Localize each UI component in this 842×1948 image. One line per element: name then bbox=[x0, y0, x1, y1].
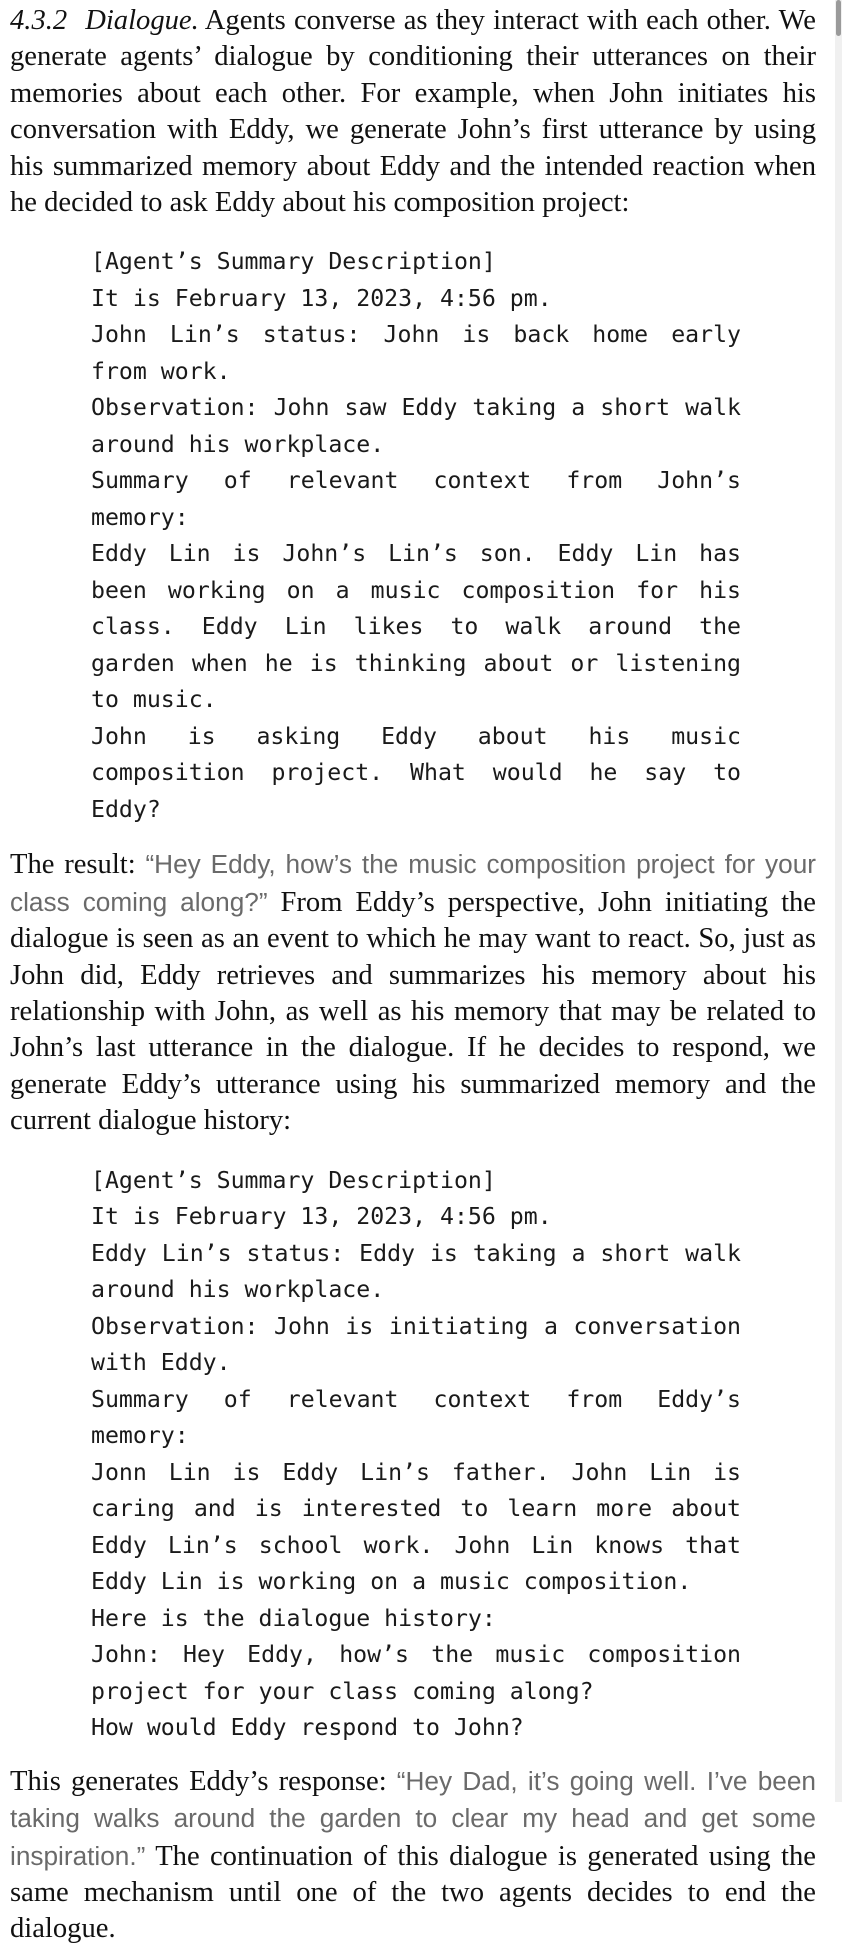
section-intro-text: Agents converse as they interact with each other. We generate agents’ dialogue by conditioning their utterances on their memories about each other. For example, when John initiates his conversation with Eddy, we generate John’s first utterance by using his summarized memory about Eddy and the intended reaction when he decided to ask Eddy about his composition project: bbox=[10, 5, 816, 219]
section-intro-paragraph bbox=[10, 0, 816, 221]
prompt-summary-heading: Summary of relevant context from John’s memory: bbox=[91, 467, 741, 531]
prompt-summary-text: Jonn Lin is Eddy Lin’s father. John Lin is caring and is interested to learn more about Eddy Lin’s school work. John Lin knows that Eddy Lin is working on a music composition. bbox=[91, 1458, 741, 1596]
response-quote: “Hey Dad, it’s going well. I’ve been taking walks around the garden to clear my head and get some inspiration.” bbox=[10, 1765, 816, 1871]
prompt-observation: Observation: John is initiating a conversation with Eddy. bbox=[91, 1312, 741, 1377]
result-quote: “Hey Eddy, how’s the music composition project for your class coming along?” bbox=[10, 849, 816, 917]
response-lead: This generates Eddy’s response: bbox=[10, 1765, 397, 1797]
section-number: 4.3.2 bbox=[10, 5, 68, 36]
prompt-history-line: John: Hey Eddy, how’s the music composition project for your class coming along? bbox=[91, 1641, 741, 1705]
section-title: Dialogue. bbox=[85, 5, 199, 36]
prompt-status: Eddy Lin’s status: Eddy is taking a short walk around his workplace. bbox=[91, 1239, 741, 1304]
prompt-summary-heading: Summary of relevant context from Eddy’s memory: bbox=[91, 1385, 741, 1450]
prompt-observation: Observation: John saw Eddy taking a short walk around his workplace. bbox=[91, 394, 741, 458]
result-lead: The result: bbox=[10, 849, 146, 881]
result-paragraph bbox=[10, 846, 816, 1139]
scrollbar-thumb[interactable] bbox=[836, 0, 841, 36]
prompt-block-john bbox=[91, 244, 741, 828]
prompt-header: [Agent’s Summary Description] bbox=[91, 1166, 496, 1194]
paper-page bbox=[10, 0, 816, 1948]
prompt-question: John is asking Eddy about his music composition project. What would he say to Eddy? bbox=[91, 722, 741, 823]
prompt-header: [Agent’s Summary Description] bbox=[91, 248, 496, 276]
prompt-status: John Lin’s status: John is back home early from work. bbox=[91, 321, 741, 385]
prompt-history-heading: Here is the dialogue history: bbox=[91, 1604, 496, 1632]
response-text: The continuation of this dialogue is generated using the same mechanism until one of the two agents decides to end the dialogue. bbox=[10, 1840, 816, 1945]
prompt-date: It is February 13, 2023, 4:56 pm. bbox=[91, 284, 552, 312]
prompt-block-eddy bbox=[91, 1163, 741, 1747]
prompt-summary-text: Eddy Lin is John’s Lin’s son. Eddy Lin has been working on a music composition for his class. Eddy Lin likes to walk around the garden when he is thinking about or listening to music. bbox=[91, 540, 741, 714]
prompt-date: It is February 13, 2023, 4:56 pm. bbox=[91, 1203, 552, 1231]
result-text: From Eddy’s perspective, John initiating the dialogue is seen as an event to which he may want to react. So, just as John did, Eddy retrieves and summarizes his memory about his relationship with John, as well as his memory that may be related to John’s last utterance in the dialogue. If he decides to respond, we generate Eddy’s utterance using his summarized memory and the current dialogue history: bbox=[10, 886, 816, 1137]
prompt-question: How would Eddy respond to John? bbox=[91, 1714, 524, 1742]
scrollbar-track[interactable] bbox=[835, 0, 842, 1802]
response-paragraph bbox=[10, 1763, 816, 1948]
